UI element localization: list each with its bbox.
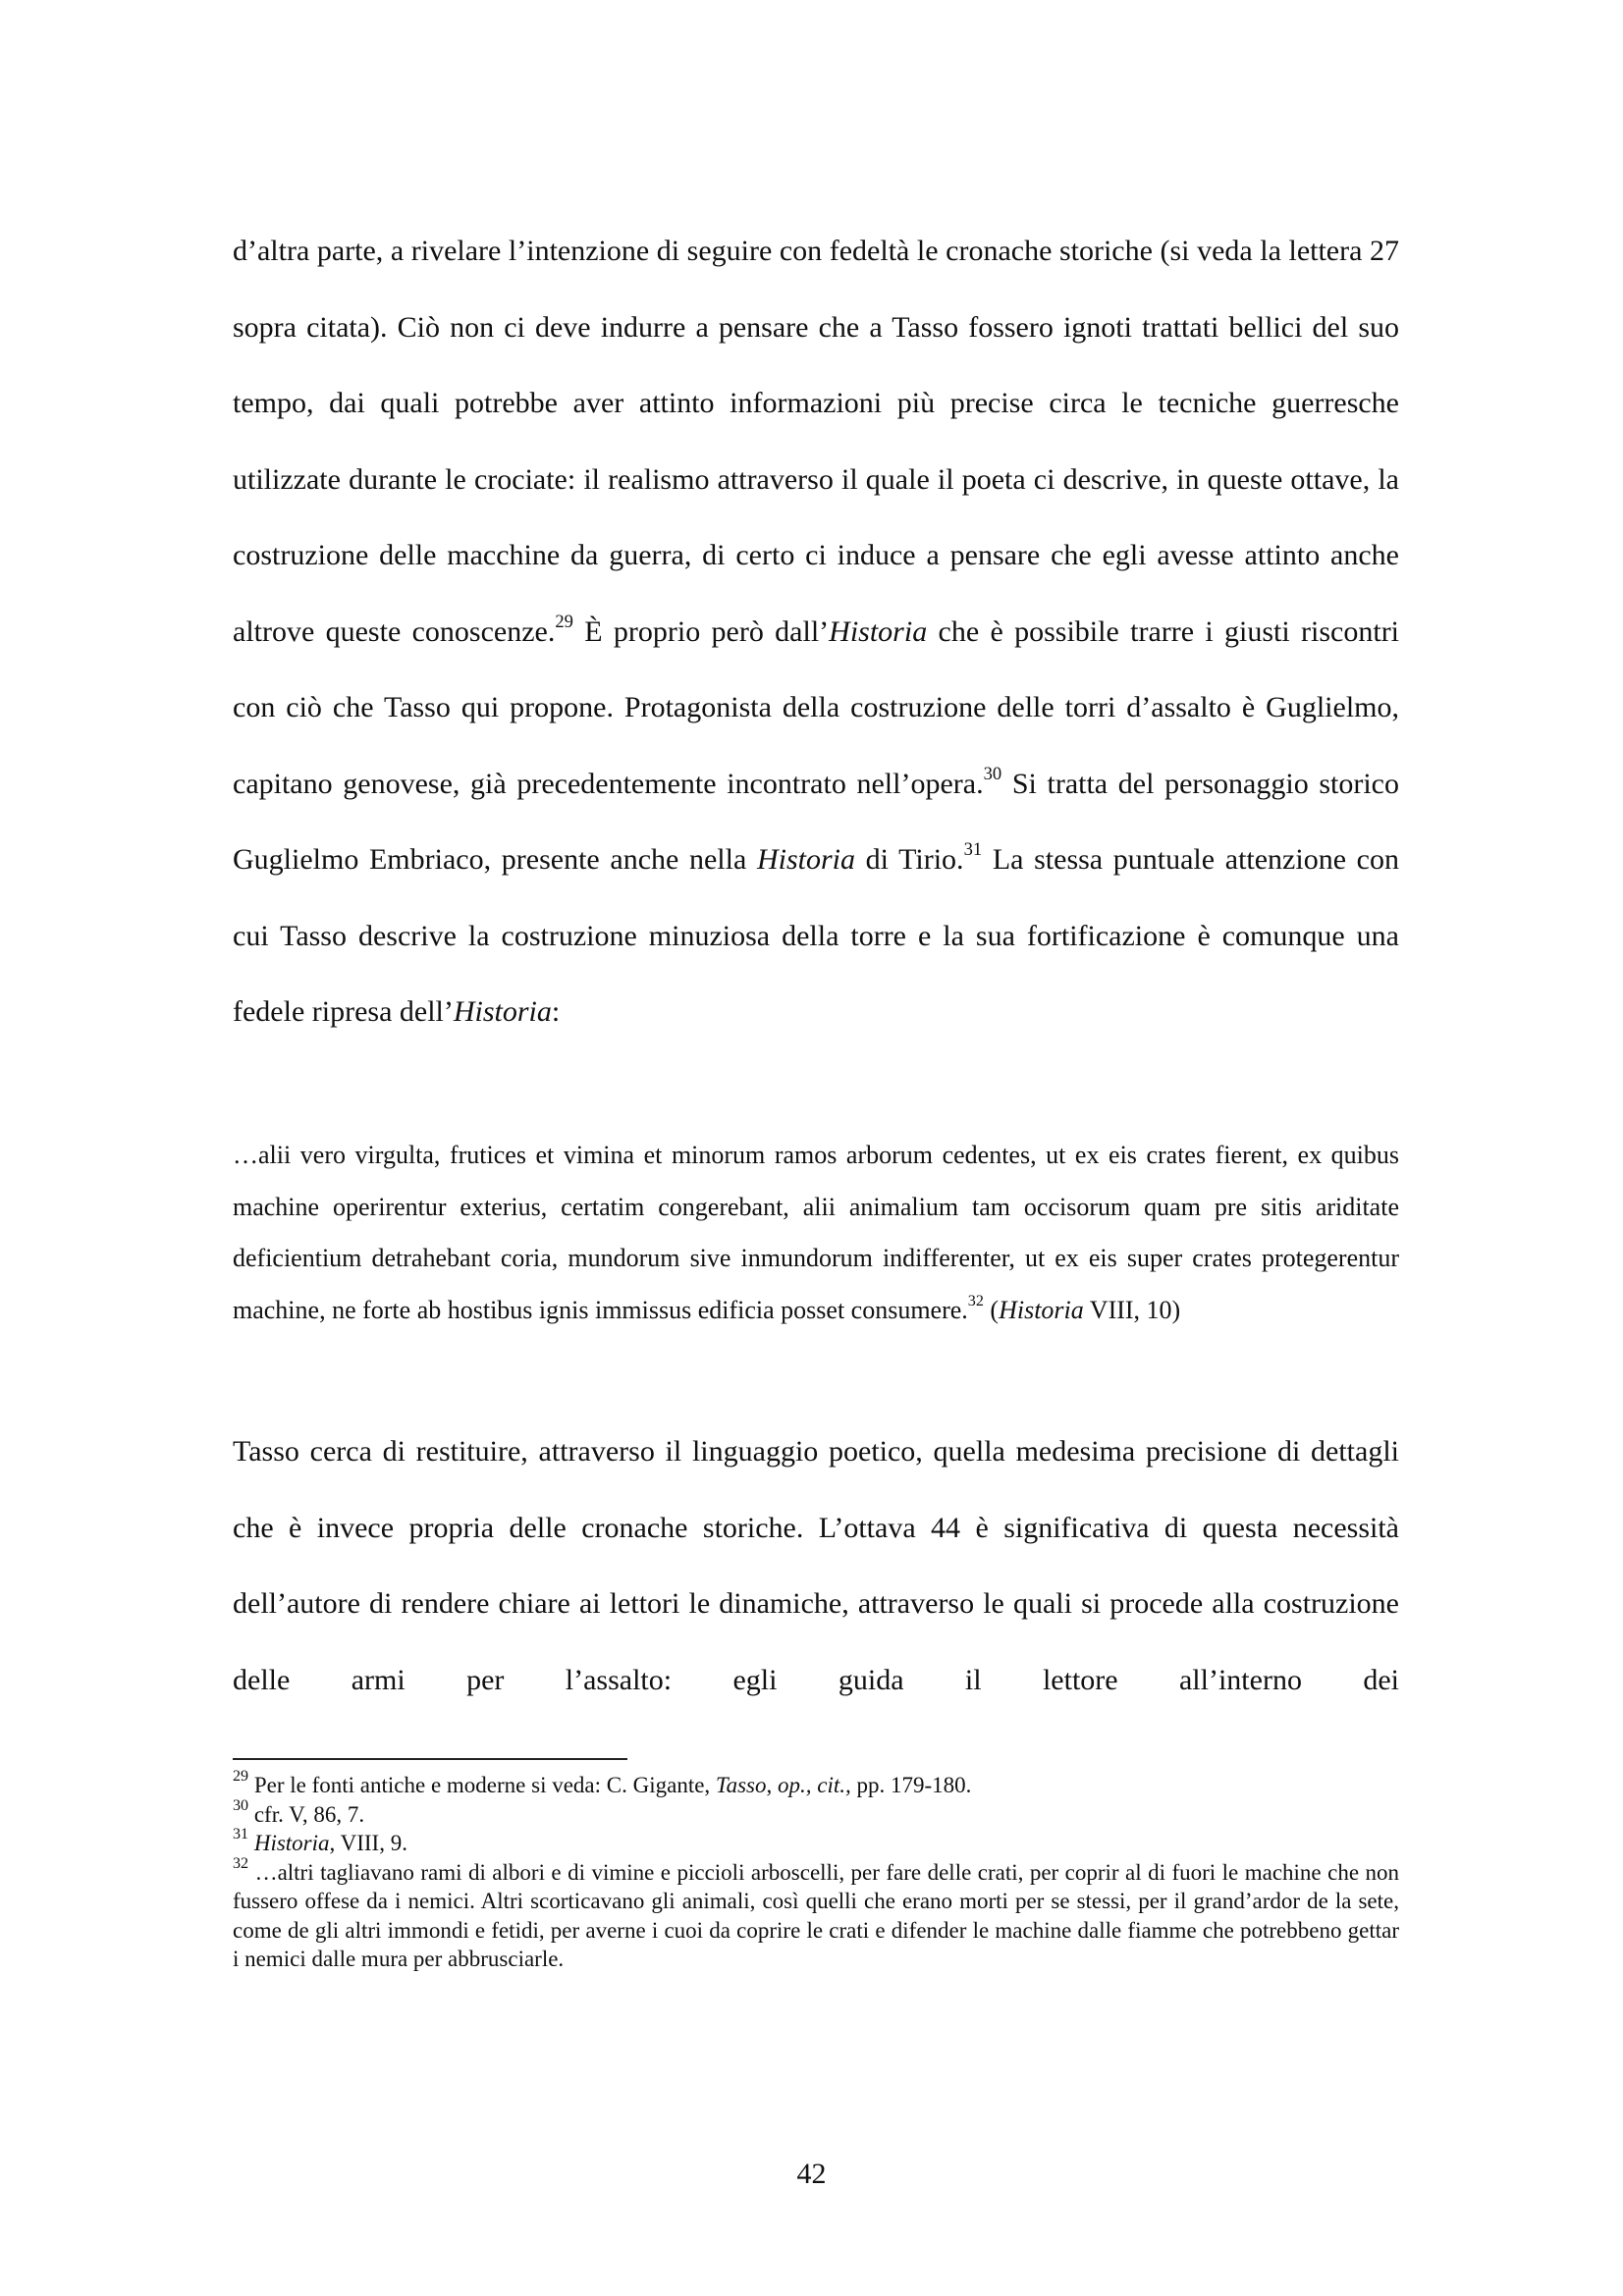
- citation-text: (: [983, 1295, 1000, 1324]
- block-quotation: [233, 1130, 1399, 1336]
- paragraph-text: È proprio però dall’: [572, 614, 830, 648]
- footnote-italic: Historia: [248, 1831, 330, 1855]
- body-paragraph-1: [233, 213, 1399, 1050]
- footnote-text: Per le fonti antiche e moderne si veda: C. Gigante,: [248, 1773, 716, 1797]
- footnote-text: , VIII, 9.: [329, 1831, 407, 1855]
- footnote-number: 32: [233, 1854, 249, 1872]
- footnote-reference-30: 30: [983, 763, 1002, 784]
- footnote-reference-29: 29: [555, 611, 573, 632]
- paragraph-text: La stessa puntuale attenzione con cui Tasso descrive la costruzione minuziosa della torre e la sua fortificazione è comunque una fedele ripresa dell’: [233, 843, 1399, 1028]
- citation-italic-title: Historia: [999, 1295, 1084, 1324]
- italic-title-historia: Historia: [756, 843, 855, 876]
- citation-text: VIII, 10): [1083, 1295, 1181, 1324]
- footnote-italic: op., cit.,: [778, 1773, 851, 1797]
- footnote-text: ,: [766, 1773, 779, 1797]
- paragraph-text: di Tirio.: [855, 843, 964, 876]
- footnote-number: 31: [233, 1826, 249, 1843]
- footnote-number: 30: [233, 1796, 249, 1814]
- footnote-31: [233, 1826, 1399, 1858]
- italic-title-historia: Historia: [453, 995, 552, 1028]
- footnote-reference-32: 32: [967, 1293, 984, 1310]
- paragraph-text: d’altra parte, a rivelare l’intenzione di seguire con fedeltà le cronache storiche (si veda la lettera 27 sopra citata). Ciò non ci deve indurre a pensare che a Tasso fossero ignoti trattati bellici del suo tempo, dai quali potrebbe aver attinto informazioni più precise circa le tecniche guerresche utilizzate durante le crociate: il realismo attraverso il quale il poeta ci descrive, in queste ottave, la costruzione delle macchine da guerra, di certo ci induce a pensare che egli avesse attinto anche altrove queste conoscenze.: [233, 235, 1399, 648]
- body-paragraph-2: [233, 1414, 1399, 1718]
- footnote-30: [233, 1796, 1399, 1830]
- page-number: 42: [796, 2158, 827, 2190]
- footnote-29: [233, 1768, 1399, 1800]
- footnote-32: [233, 1854, 1399, 1974]
- footnote-text: pp. 179-180.: [850, 1773, 972, 1797]
- paragraph-text: Si tratta del personaggio storico Guglielmo Embriaco, presente anche nella: [233, 767, 1399, 876]
- footnote-separator: [233, 1758, 627, 1760]
- paragraph-text: :: [551, 995, 561, 1028]
- footnotes-section: [233, 1768, 1399, 1974]
- paragraph-text: che è possibile trarre i giusti riscontri con ciò che Tasso qui propone. Protagonista della costruzione delle torri d’assalto è Guglielmo, capitano genovese, già precedentemente incontrato nell’opera.: [233, 614, 1400, 800]
- footnote-number: 29: [233, 1768, 249, 1786]
- italic-title-historia: Historia: [829, 614, 928, 648]
- footnote-italic: Tasso: [715, 1773, 767, 1797]
- footnote-reference-31: 31: [963, 839, 983, 861]
- paragraph-text: Tasso cerca di restituire, attraverso il linguaggio poetico, quella medesima precisione di dettagli che è invece propria delle cronache storiche. L’ottava 44 è significativa di questa necessità dell’autore di rendere chiare ai lettori le dinamiche, attraverso le quali si procede alla costruzione delle armi per l’assalto: egli guida il lettore all’interno dei: [233, 1435, 1399, 1696]
- footnote-text: …altri tagliavano rami di albori e di vimine e piccioli arboscelli, per fare delle crati, per coprir al di fuori le machine che non fussero offese da i nemici. Altri scorticavano gli animali, così quelli che erano morti per se stessi, per il grand’ardor de la sete, come de gli altri immondi e fetidi, per averne i cuoi da coprire le crati e difender le machine dalle fiamme che potrebbeno gettar i nemici dalle mura per abbrusciarle.: [233, 1859, 1399, 1971]
- footnote-text: cfr. V, 86, 7.: [248, 1801, 365, 1827]
- quotation-text: …alii vero virgulta, frutices et vimina et minorum ramos arborum cedentes, ut ex eis crates fierent, ex quibus machine operirentur exterius, certatim congerebant, alii animalium tam occisorum quam pre sitis ariditate deficientium detrahebant coria, mundorum sive inmundorum indifferenter, ut ex eis super crates protegerentur machine, ne forte ab hostibus ignis immissus edificia posset consumere.: [233, 1141, 1399, 1324]
